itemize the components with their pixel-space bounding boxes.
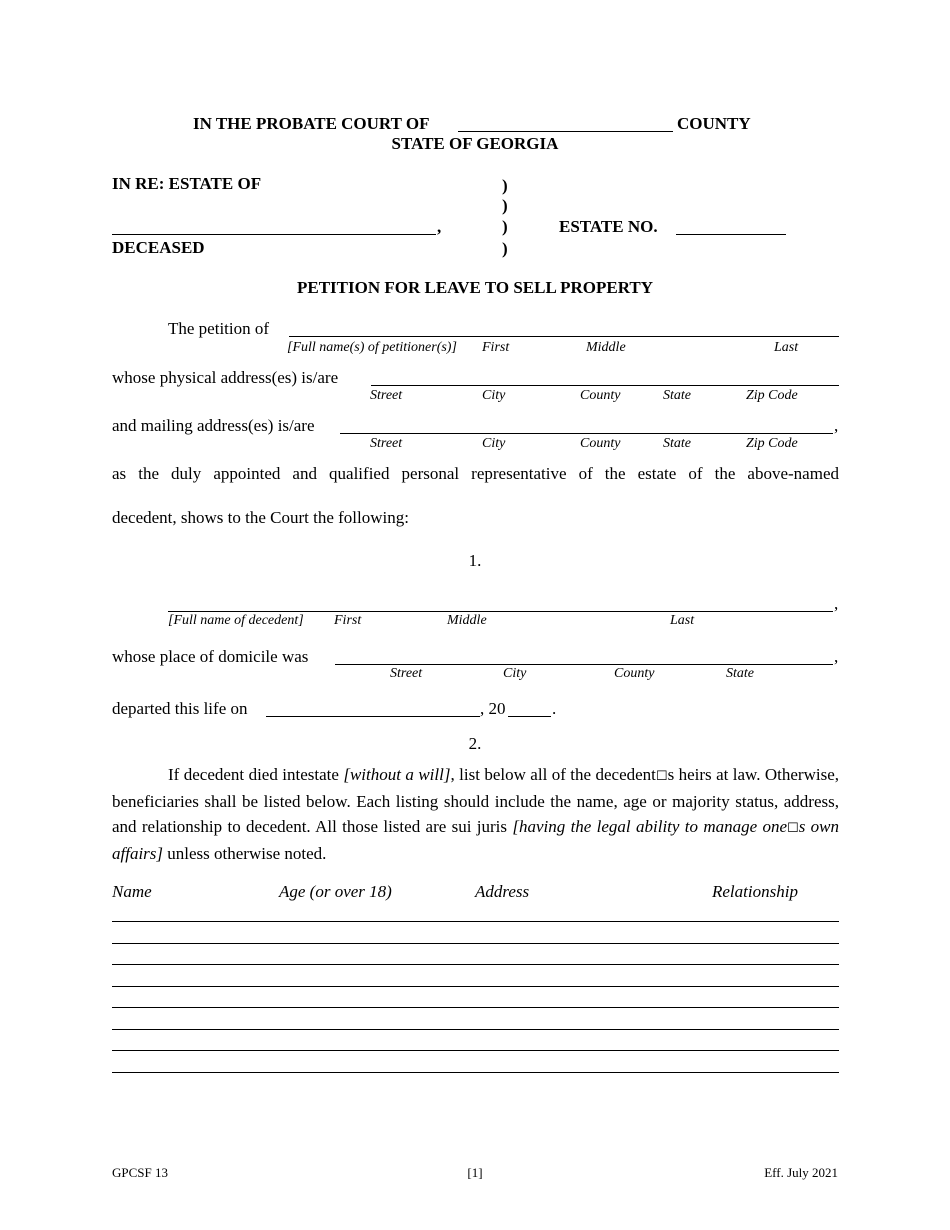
footer-form-id: GPCSF 13	[112, 1165, 168, 1180]
hint-petitioner-first: First	[482, 340, 510, 355]
column-header-address: Address	[475, 882, 530, 901]
petitioner-name-blank[interactable]	[289, 336, 839, 337]
caption-paren-4: )	[502, 239, 508, 258]
hint-physical-street: Street	[370, 388, 403, 403]
petition-title: PETITION FOR LEAVE TO SELL PROPERTY	[296, 278, 654, 297]
hint-mailing-county: County	[580, 436, 621, 451]
column-header-relationship: Relationship	[712, 882, 798, 901]
decedent-name-blank[interactable]	[112, 234, 436, 235]
footer-effective-date: Eff. July 2021	[764, 1165, 838, 1180]
mailing-address-label: and mailing address(es) is/are	[112, 416, 315, 435]
heirs-text-sui-juris-a: [having the legal ability to manage one	[512, 817, 788, 836]
heirs-text-without-will: [without a will]	[343, 765, 451, 784]
footer-page-number: [1]	[467, 1165, 483, 1180]
heirs-text-2: , list below all of the decedent	[450, 765, 656, 784]
heirs-instruction-paragraph	[112, 762, 839, 866]
hint-mailing-zip: Zip Code	[746, 436, 798, 451]
county-blank[interactable]	[458, 131, 673, 132]
hint-domicile-city: City	[503, 666, 527, 681]
petition-of-label: The petition of	[168, 319, 270, 338]
hint-decedent-full-name: [Full name of decedent]	[168, 613, 304, 628]
heir-entry-line[interactable]	[112, 943, 839, 944]
hint-decedent-last: Last	[670, 613, 695, 628]
heir-entry-line[interactable]	[112, 1007, 839, 1008]
domicile-label: whose place of domicile was	[112, 647, 309, 666]
departed-period: .	[552, 699, 557, 718]
hint-decedent-first: First	[334, 613, 362, 628]
caption-paren-3: )	[502, 217, 508, 236]
mailing-address-blank[interactable]	[340, 433, 833, 434]
heir-entry-line[interactable]	[112, 1072, 839, 1073]
hint-physical-county: County	[580, 388, 621, 403]
heirs-text-3: s heirs at law. Otherwise, beneficiaries shall be listed below. Each listing should include the name, age or majority status, address, and relationship to decedent. All those listed are sui juris	[112, 765, 839, 836]
heirs-text-1: If decedent died intestate	[168, 765, 344, 784]
column-header-age: Age (or over 18)	[279, 882, 392, 901]
heir-entry-line[interactable]	[112, 986, 839, 987]
county-suffix: COUNTY	[677, 114, 751, 133]
physical-address-label: whose physical address(es) is/are	[112, 368, 339, 387]
hint-domicile-street: Street	[390, 666, 423, 681]
representative-text-line-1: as the duly appointed and qualified personal representative of the estate of the above-named	[112, 464, 839, 483]
hint-petitioner-last: Last	[774, 340, 799, 355]
hint-petitioner-full-name: [Full name(s) of petitioner(s)]	[287, 340, 457, 355]
heir-entry-line[interactable]	[112, 964, 839, 965]
column-header-name: Name	[112, 882, 152, 901]
caption-comma: ,	[437, 217, 442, 236]
mailing-comma: ,	[834, 416, 839, 435]
deceased-label: DECEASED	[112, 238, 205, 257]
departed-year-prefix: , 20	[480, 699, 506, 718]
departed-date-blank[interactable]	[266, 716, 480, 717]
section-2-number: 2.	[468, 734, 482, 753]
in-re-estate-label: IN RE: ESTATE OF	[112, 174, 262, 193]
heirs-text-4: unless otherwise noted.	[163, 844, 327, 863]
missing-glyph-icon: ☐	[655, 769, 668, 784]
estate-no-blank[interactable]	[676, 234, 786, 235]
heirs-text-sui-juris-b: s own affairs]	[112, 817, 839, 863]
departed-label: departed this life on	[112, 699, 248, 718]
estate-no-label: ESTATE NO.	[559, 217, 658, 236]
court-prefix: IN THE PROBATE COURT OF	[193, 114, 430, 133]
heir-entry-line[interactable]	[112, 921, 839, 922]
decedent-name-comma: ,	[834, 594, 839, 613]
decedent-full-name-blank[interactable]	[168, 611, 833, 612]
physical-address-blank[interactable]	[371, 385, 839, 386]
caption-paren-1: )	[502, 176, 508, 195]
hint-physical-city: City	[482, 388, 506, 403]
hint-domicile-county: County	[614, 666, 655, 681]
section-1-number: 1.	[468, 551, 482, 570]
caption-paren-2: )	[502, 196, 508, 215]
departed-year-blank[interactable]	[508, 716, 551, 717]
heir-entry-line[interactable]	[112, 1029, 839, 1030]
hint-mailing-state: State	[663, 436, 691, 451]
heir-entry-line[interactable]	[112, 1050, 839, 1051]
state-line: STATE OF GEORGIA	[391, 134, 559, 153]
hint-physical-state: State	[663, 388, 691, 403]
hint-decedent-middle: Middle	[447, 613, 487, 628]
hint-domicile-state: State	[726, 666, 754, 681]
representative-text-line-2: decedent, shows to the Court the following:	[112, 508, 409, 527]
hint-mailing-city: City	[482, 436, 506, 451]
hint-mailing-street: Street	[370, 436, 403, 451]
domicile-blank[interactable]	[335, 664, 833, 665]
hint-physical-zip: Zip Code	[746, 388, 798, 403]
domicile-comma: ,	[834, 647, 839, 666]
missing-glyph-icon: ☐	[787, 821, 799, 836]
hint-petitioner-middle: Middle	[586, 340, 626, 355]
